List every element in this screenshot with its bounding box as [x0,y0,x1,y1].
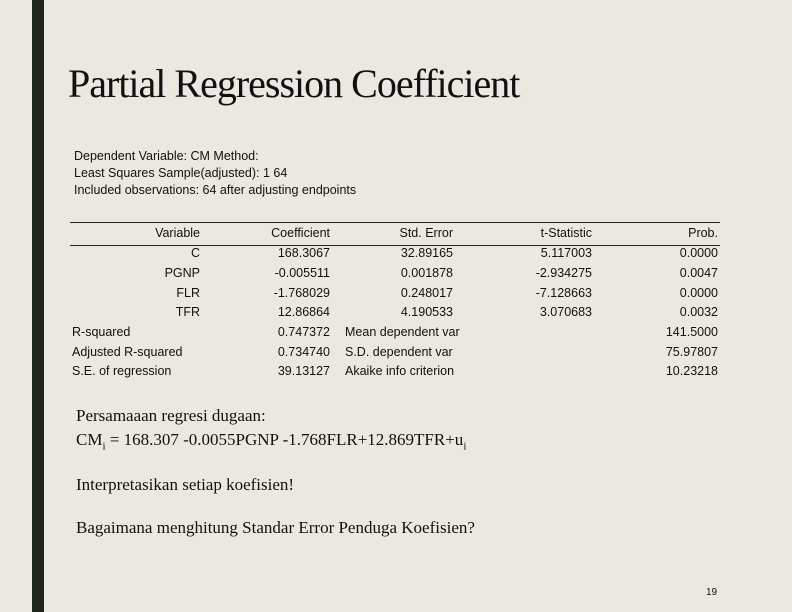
table-row-t-statistic: 5.117003 [540,246,592,260]
table-row-t-statistic: 3.070683 [539,305,592,319]
table-row-std-error: 0.001878 [400,266,453,280]
column-header-variable: Variable [155,226,200,240]
table-row-prob: 0.0000 [679,286,718,300]
equation-subscript: i [463,440,467,453]
table-row-prob: 0.0032 [679,305,718,319]
page-number: 19 [706,587,718,598]
stat-label: Mean dependent var [345,325,460,339]
table-row-coefficient: -0.005511 [274,266,330,280]
column-header-std-error: Std. Error [399,226,453,240]
stat-value: 39.13127 [277,364,330,378]
slide-title: Partial Regression Coefficient [68,61,520,106]
question-standard-error: Bagaimana menghitung Standar Error Penduga Koefisien? [76,518,475,537]
stat-value: 0.747372 [277,325,330,339]
stat-label: Akaike info criterion [345,364,455,378]
stat-label: Adjusted R-squared [72,345,183,359]
table-row-variable: FLR [176,286,200,300]
stat-value: 141.5000 [665,325,718,339]
table-row-coefficient: 168.3067 [277,246,330,260]
table-row-coefficient: -1.768029 [273,286,330,300]
output-header-line-1: Dependent Variable: CM Method: [74,149,259,163]
table-row-variable: C [190,246,200,260]
table-row-std-error: 32.89165 [400,246,453,260]
stat-value: 10.23218 [665,364,718,378]
question-interpretation: Interpretasikan setiap koefisien! [76,475,295,494]
table-top-rule [70,222,720,223]
table-row-std-error: 4.190533 [400,305,453,319]
equation-subscript: i [102,440,106,453]
table-row-prob: 0.0047 [679,266,718,280]
table-row-prob: 0.0000 [679,246,718,260]
table-row-t-statistic: -2.934275 [535,266,592,280]
column-header-coefficient: Coefficient [271,226,330,240]
accent-sidebar-bar [32,0,44,612]
equation-body: = 168.307 -0.0055PGNP -1.768FLR+12.869TFR+u [105,430,464,449]
column-header-t-statistic: t-Statistic [540,226,592,240]
stat-value: 0.734740 [277,345,330,359]
table-row-std-error: 0.248017 [400,286,453,300]
table-row-variable: PGNP [164,266,200,280]
output-header-line-3: Included observations: 64 after adjusting endpoints [74,183,357,197]
output-header-line-2: Least Squares Sample(adjusted): 1 64 [74,166,288,180]
column-header-prob: Prob. [688,226,718,240]
table-row-t-statistic: -7.128663 [535,286,592,300]
stat-label: S.E. of regression [72,364,172,378]
equation-cm: CM [76,430,103,449]
stat-value: 75.97807 [665,345,718,359]
regression-equation [76,430,466,452]
stat-label: S.D. dependent var [345,345,453,359]
table-row-coefficient: 12.86864 [277,305,330,319]
equation-heading: Persamaaan regresi dugaan: [76,406,266,425]
table-row-variable: TFR [175,305,200,319]
stat-label: R-squared [72,325,131,339]
